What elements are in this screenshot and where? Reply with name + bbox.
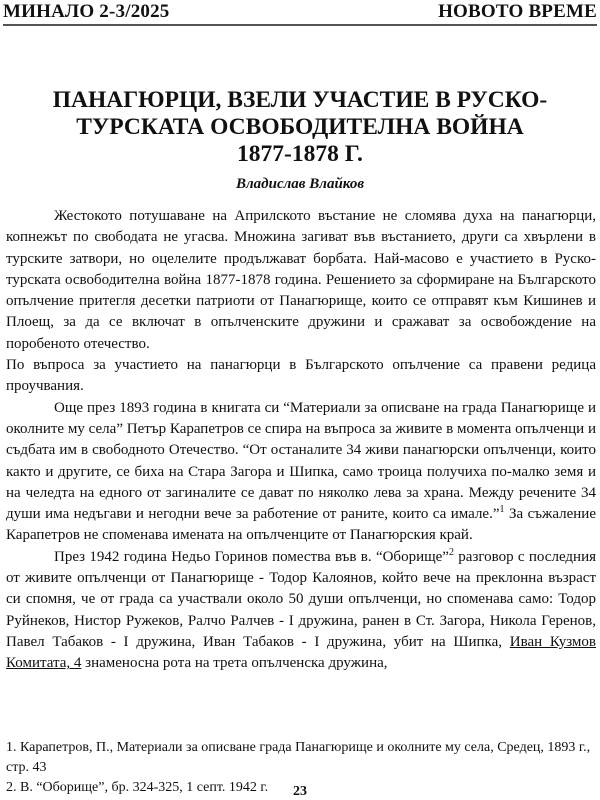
paragraph: Жестокото потушаване на Априлското въстание не сломява духа на панагюрци, копнежът по свободата не угасва. Множина загиват във въстанието, други са хвърлени в турските затвори, но оцелелите продължават борбата. Най-масово е участието в Руско-турската освободителна война 1877-1878 година. Решението за сформиране на Българското опълчение притегля десетки патриоти от Панагюрище, които се отправят към Кишинев и Плоещ, за да се включат в опълченските дружини и сражават за освобождение на поробеното отечество. — [6, 208, 596, 352]
footnote: 1. Карапетров, П., Материали за описване града Панагюрище и околните му села, Средец, 1893 г., стр. 43 — [6, 740, 591, 775]
paragraph-text: знаменосна рота на трета опълченска дружина, — [85, 655, 388, 672]
paragraph — [6, 398, 596, 547]
paragraph — [6, 547, 596, 675]
page-number: 23 — [293, 784, 307, 799]
paragraph-text: Още през 1893 година в книгата си “Материали за описване на града Панагюрище и околните му села” Петър Карапетров се спира на въпроса за живите в момента опълченци и съдбата им в свободното Отечество. “От останалите 34 живи панагюрски опълченци, които както и другите, се биха на Стара Загора и Шипка, само троица получиха по-малко земя и на челедта на едного от загиналите се дават по няколко лева за храна. Между речените 34 души има недъгави и негодни вече за работение от раните, които са имале.” — [6, 399, 596, 523]
underlined-name: Иван Кузмов Комитата, 4 — [6, 633, 596, 672]
article-author: Владислав Влайков — [235, 176, 365, 192]
title-line: ПАНАГЮРЦИ, ВЗЕЛИ УЧАСТИЕ В РУСКО- — [52, 87, 548, 113]
paragraph: По въпроса за участието на панагюрци в Българското опълчение са правени редица проучвания. — [6, 357, 596, 395]
journal-issue: МИНАЛО 2-3/2025 — [3, 1, 170, 22]
paragraph-text: За съжаление Карапетров не споменава имената на опълченците от Панагюрския край. — [6, 506, 596, 544]
title-line: 1877-1878 Г. — [237, 141, 363, 167]
section-name: НОВОТО ВРЕМЕ — [438, 1, 597, 22]
paragraph-text: разговор с последния от живите опълченци от Панагюрище - Тодор Калоянов, който вече на преклонна възраст си спомня, че от града са участвали около 50 души опълченци, но споменава само: Тодор Руйнеков, Нистор Ружеков, Ралчо Ралчев - I дружина, ранен в Ст. Загора, Никола Геренов, Павел Табаков - I дружина, Иван Табаков - I дружина, убит на Шипка, — [6, 548, 596, 650]
article-body — [6, 206, 596, 675]
title-line: ТУРСКАТА ОСВОБОДИТЕЛНА ВОЙНА — [76, 114, 524, 140]
footnote-ref-1[interactable]: 1 — [499, 504, 505, 516]
running-header — [3, 2, 597, 26]
footnote-ref-2[interactable]: 2 — [448, 546, 454, 558]
article-title — [0, 87, 600, 168]
footnote: 2. В. “Оборище”, бр. 324-325, 1 септ. 1942 г. — [6, 780, 269, 795]
paragraph-text: През 1942 година Недьо Горинов помества във в. “Оборище” — [54, 548, 449, 565]
